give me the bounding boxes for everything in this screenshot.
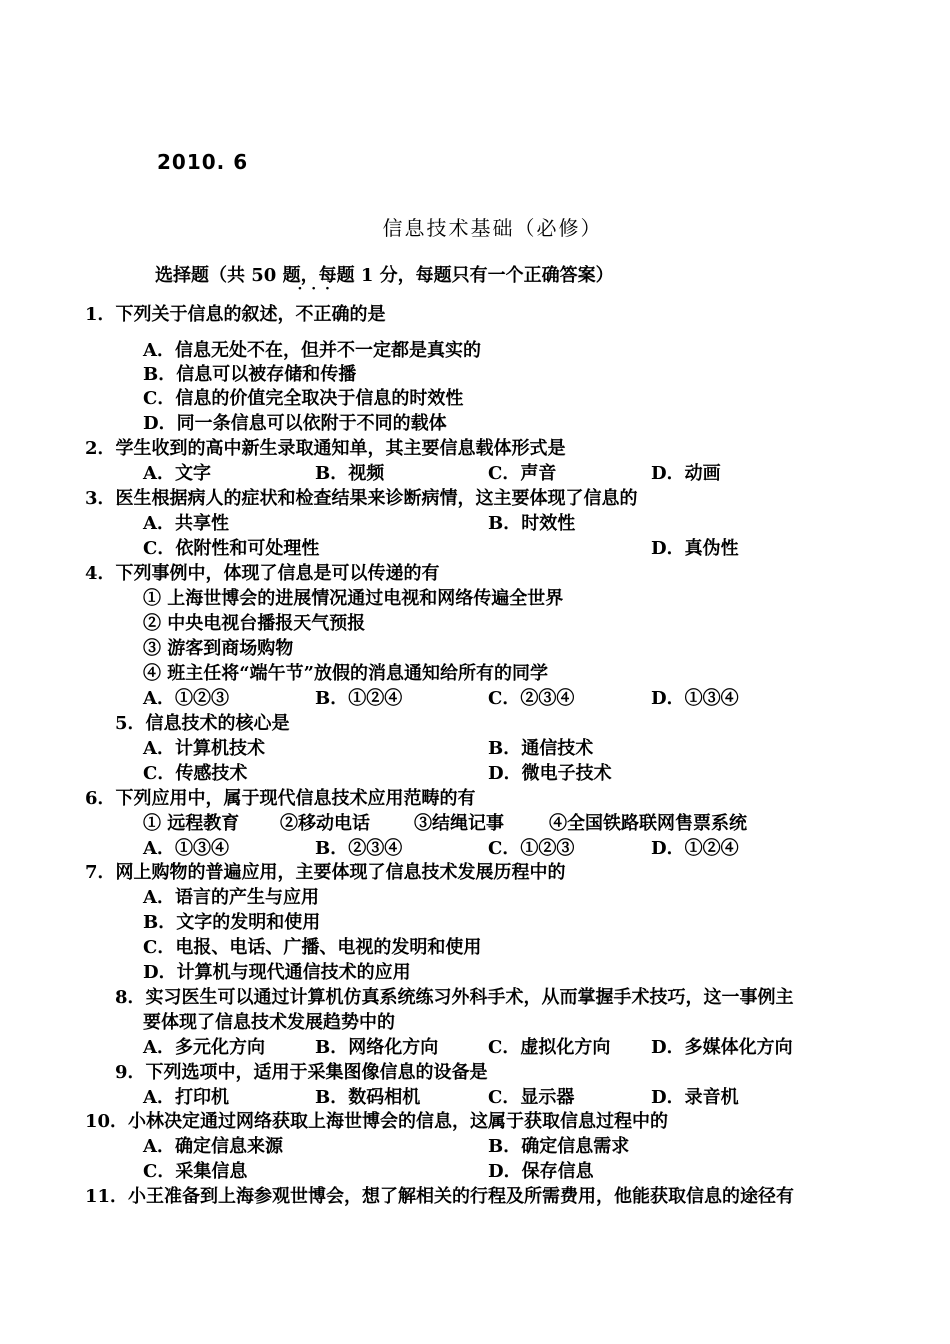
q9-option-d: D．录音机 — [651, 1087, 739, 1108]
q5-options-row2 — [0, 761, 950, 786]
q2-option-b: B．视频 — [315, 463, 385, 484]
q6-option-c: C．①②③ — [488, 838, 575, 859]
q3-option-b: B．时效性 — [488, 513, 576, 534]
q1-stem-pre: 1．下列关于信息的叙述， — [85, 304, 296, 325]
q6-item-3: ③结绳记事 — [414, 813, 504, 834]
q3-stem: 3．医生根据病人的症状和检查结果来诊断病情，这主要体现了信息的 — [85, 488, 638, 509]
q4-option-c: C．②③④ — [488, 688, 575, 709]
q2-option-c: C．声音 — [488, 463, 557, 484]
q8-stem-line2: 要体现了信息技术发展趋势中的 — [143, 1012, 395, 1033]
q6-option-b: B．②③④ — [315, 838, 403, 859]
q1-stem-post: 的是 — [349, 304, 386, 325]
q8-options — [0, 1035, 950, 1060]
q6-item-1: ① 远程教育 — [143, 813, 240, 834]
q9-option-a: A．打印机 — [143, 1087, 229, 1108]
q7-stem: 7．网上购物的普遍应用，主要体现了信息技术发展历程中的 — [85, 862, 566, 883]
q6-option-d: D．①②④ — [651, 838, 739, 859]
q10-options-row1 — [0, 1134, 950, 1159]
q1-option-a: A．信息无处不在，但并不一定都是真实的 — [143, 340, 481, 361]
q10-stem: 10．小林决定通过网络获取上海世博会的信息，这属于获取信息过程中的 — [85, 1111, 669, 1132]
q1-stem-emphasis: 不正确 · · · — [296, 302, 350, 327]
exam-title: 信息技术基础（必修） — [382, 216, 603, 240]
q7-option-c: C．电报、电话、广播、电视的发明和使用 — [143, 937, 482, 958]
q3-option-c: C．依附性和可处理性 — [143, 538, 320, 559]
q10-option-a: A．确定信息来源 — [143, 1136, 283, 1157]
q4-item-2: ② 中央电视台播报天气预报 — [143, 613, 366, 634]
q2-option-d: D．动画 — [651, 463, 721, 484]
q5-options-row1 — [0, 736, 950, 761]
q8-stem-line1: 8．实习医生可以通过计算机仿真系统练习外科手术，从而掌握手术技巧，这一事例主 — [115, 987, 794, 1008]
q10-options-row2 — [0, 1159, 950, 1184]
q11-stem: 11．小王准备到上海参观世博会，想了解相关的行程及所需费用，他能获取信息的途径有 — [85, 1186, 795, 1207]
q4-options — [0, 686, 950, 711]
q8-option-c: C．虚拟化方向 — [488, 1037, 611, 1058]
q8-option-d: D．多媒体化方向 — [651, 1037, 793, 1058]
q7-option-d: D．计算机与现代通信技术的应用 — [143, 962, 411, 983]
q4-option-b: B．①②④ — [315, 688, 403, 709]
exam-date: 2010. 6 — [157, 150, 249, 174]
section-heading: 选择题（共 50 题，每题 1 分，每题只有一个正确答案） — [155, 265, 614, 286]
q5-option-d: D．微电子技术 — [488, 763, 612, 784]
q10-option-d: D．保存信息 — [488, 1161, 594, 1182]
q4-item-3: ③ 游客到商场购物 — [143, 638, 294, 659]
q3-options-row1 — [0, 511, 950, 536]
q4-option-a: A．①②③ — [143, 688, 229, 709]
q8-option-b: B．网络化方向 — [315, 1037, 439, 1058]
q4-item-1: ① 上海世博会的进展情况通过电视和网络传遍全世界 — [143, 588, 564, 609]
q7-option-b: B．文字的发明和使用 — [143, 912, 321, 933]
q1-option-c: C．信息的价值完全取决于信息的时效性 — [143, 388, 464, 409]
q6-items — [0, 811, 950, 836]
q4-stem: 4．下列事例中，体现了信息是可以传递的有 — [85, 563, 440, 584]
q1-stem — [85, 302, 386, 327]
q9-option-c: C．显示器 — [488, 1087, 575, 1108]
q4-item-4: ④ 班主任将“端午节”放假的消息通知给所有的同学 — [143, 663, 548, 684]
q7-option-a: A．语言的产生与应用 — [143, 887, 319, 908]
q2-option-a: A．文字 — [143, 463, 211, 484]
q1-option-b: B．信息可以被存储和传播 — [143, 364, 357, 385]
q3-option-a: A．共享性 — [143, 513, 229, 534]
q5-option-b: B．通信技术 — [488, 738, 594, 759]
q2-stem: 2．学生收到的高中新生录取通知单，其主要信息载体形式是 — [85, 438, 566, 459]
q2-options — [0, 461, 950, 486]
q10-option-c: C．采集信息 — [143, 1161, 248, 1182]
q5-option-c: C．传感技术 — [143, 763, 248, 784]
q9-options — [0, 1085, 950, 1110]
q6-item-4: ④全国铁路联网售票系统 — [549, 813, 747, 834]
q9-stem: 9．下列选项中，适用于采集图像信息的设备是 — [115, 1062, 488, 1083]
q8-option-a: A．多元化方向 — [143, 1037, 265, 1058]
q3-option-d: D．真伪性 — [651, 538, 739, 559]
q1-option-d: D．同一条信息可以依附于不同的载体 — [143, 413, 447, 434]
q4-option-d: D．①③④ — [651, 688, 739, 709]
q9-option-b: B．数码相机 — [315, 1087, 421, 1108]
q6-item-2: ②移动电话 — [280, 813, 370, 834]
q10-option-b: B．确定信息需求 — [488, 1136, 630, 1157]
q5-stem: 5．信息技术的核心是 — [115, 713, 290, 734]
q6-stem: 6．下列应用中，属于现代信息技术应用范畴的有 — [85, 788, 476, 809]
q6-options — [0, 836, 950, 861]
q5-option-a: A．计算机技术 — [143, 738, 265, 759]
q3-options-row2 — [0, 536, 950, 561]
q6-option-a: A．①③④ — [143, 838, 229, 859]
